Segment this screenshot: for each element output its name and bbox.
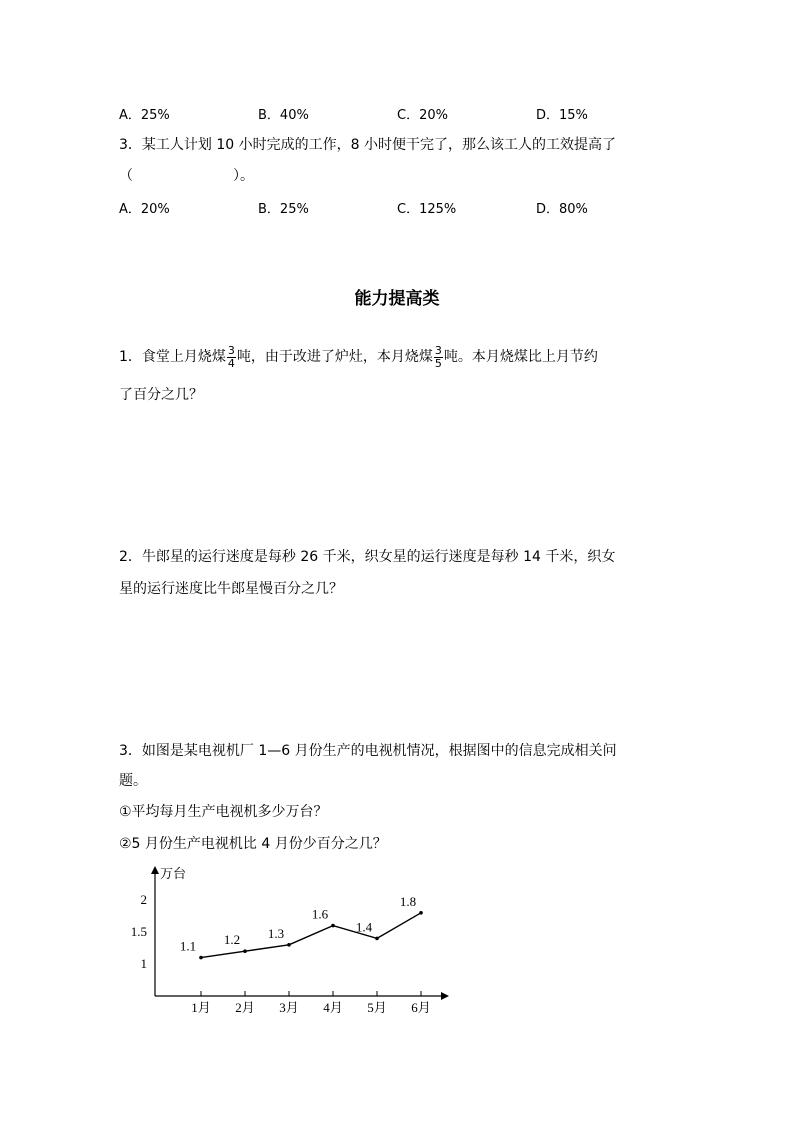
data-point	[331, 924, 335, 928]
data-label: 1.3	[267, 925, 285, 941]
q2-option-a[interactable]: A．25%	[119, 108, 170, 123]
problem-3-sub-question-1: ①平均每月生产电视机多少万台？	[119, 804, 328, 820]
data-point	[419, 911, 423, 915]
q3-paren-close: ）。	[233, 168, 254, 184]
fraction-three-fifths	[434, 345, 443, 370]
section-title: 能力提高类	[354, 289, 440, 309]
x-tick-label: 4月	[323, 1000, 343, 1015]
y-tick-label: 1	[140, 956, 147, 971]
y-tick-label: 2	[140, 892, 147, 907]
q3-paren-open: （	[119, 168, 133, 184]
problem-1-text-c: 吨。本月烧煤比上月节约	[443, 349, 598, 365]
data-point	[375, 937, 379, 941]
fraction-1-denominator: 4	[227, 356, 235, 370]
problem-3-line-2: 题。	[119, 773, 147, 789]
problem-3-line-1: 3．如图是某电视机厂 1—6 月份生产的电视机情况，根据图中的信息完成相关问	[119, 743, 617, 759]
data-label: 1.8	[399, 893, 417, 909]
q3-answer-blank	[119, 165, 254, 185]
x-tick-label: 1月	[191, 1000, 211, 1015]
fraction-1-numerator: 3	[227, 343, 235, 357]
q3-option-a[interactable]: A．20%	[119, 202, 170, 217]
problem-2-line-2: 星的运行迷度比牛郎星慢百分之几？	[119, 581, 343, 597]
q2-option-b[interactable]: B．40%	[258, 108, 309, 123]
x-tick-label: 2月	[235, 1000, 255, 1015]
problem-3-sub-question-2: ②5 月份生产电视机比 4 月份少百分之几？	[119, 836, 387, 852]
q2-option-c[interactable]: C．20%	[397, 108, 448, 123]
problem-1-line-1	[119, 343, 598, 371]
q3-stem: 3．某工人计划 10 小时完成的工作，8 小时便干完了，那么该工人的工效提高了	[119, 137, 616, 153]
fraction-three-quarters	[227, 345, 236, 370]
x-tick-label: 6月	[411, 1000, 431, 1015]
data-point	[243, 949, 247, 953]
y-axis-label: 万台	[160, 866, 187, 881]
problem-1-line-2: 了百分之几？	[119, 387, 203, 403]
data-label: 1.1	[179, 938, 197, 954]
data-point	[287, 943, 291, 947]
q3-option-c[interactable]: C．125%	[397, 202, 457, 217]
fraction-2-numerator: 3	[434, 343, 442, 357]
x-tick-label: 3月	[279, 1000, 299, 1015]
y-tick-label: 1.5	[130, 924, 147, 939]
problem-2-line-1: 2．牛郎星的运行迷度是每秒 26 千米，织女星的运行迷度是每秒 14 千米，织女	[119, 549, 616, 565]
data-label: 1.6	[311, 906, 329, 922]
problem-1-text-b: 吨，由于改进了炉灶，本月烧煤	[236, 349, 433, 365]
data-point	[199, 956, 203, 960]
data-label: 1.4	[355, 919, 373, 935]
q3-option-b[interactable]: B．25%	[258, 202, 309, 217]
problem-1-text-a: 1．食堂上月烧煤	[119, 349, 226, 365]
x-tick-label: 5月	[367, 1000, 387, 1015]
production-line-chart	[120, 860, 460, 1020]
fraction-2-denominator: 5	[434, 356, 442, 370]
q3-option-d[interactable]: D．80%	[536, 202, 588, 217]
data-label: 1.2	[223, 932, 241, 948]
q2-option-d[interactable]: D．15%	[536, 108, 588, 123]
